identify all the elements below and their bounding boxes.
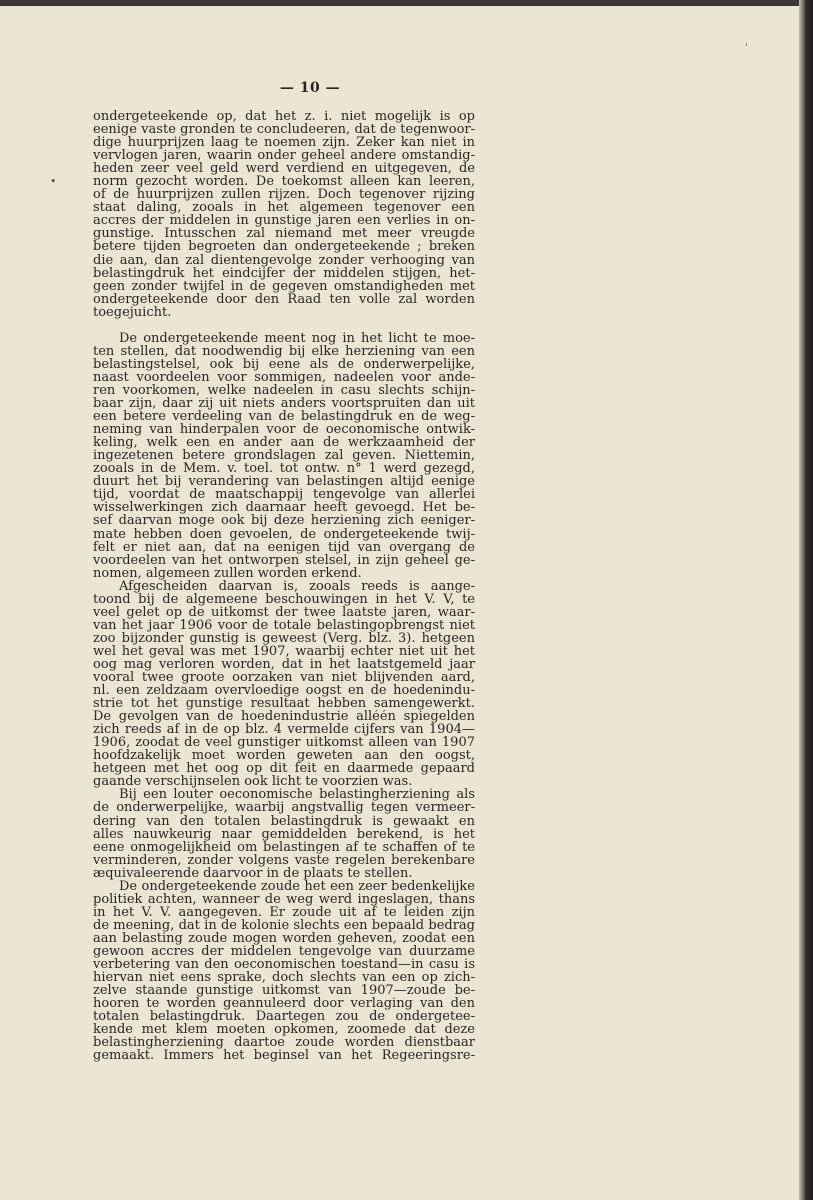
text-line: keling, welk een en ander aan de werkzaamheid der xyxy=(93,436,475,450)
text-line: nomen, algemeen zullen worden erkend. xyxy=(93,566,362,580)
text-line: aan belasting zoude mogen worden geheven, zoodat een xyxy=(93,931,475,945)
text-line: een betere verdeeling van de belastingdruk en de weg- xyxy=(93,410,475,424)
text-line: ondergeteekende op, dat het z. i. niet mogelijk is op xyxy=(93,110,475,124)
text-line: de onderwerpelijke, waarbij angstvallig tegen vermeer- xyxy=(93,801,475,815)
text-line: hoofdzakelijk moet worden geweten aan den oogst, xyxy=(93,749,475,763)
text-line: æquivaleerende daarvoor in de plaats te stellen. xyxy=(93,866,413,880)
text-line: ondergeteekende door den Raad ten volle zal worden xyxy=(93,292,475,306)
page-number: — 10 — xyxy=(279,80,341,96)
text-line: hetgeen met het oog op dit feit en daarmede gepaard xyxy=(93,762,475,776)
text-line: gewoon accres der middelen tengevolge van duurzame xyxy=(93,945,475,959)
text-line: norm gezocht worden. De toekomst alleen kan leeren, xyxy=(93,175,475,189)
text-line: vervlogen jaren, waarin onder geheel andere omstandig- xyxy=(93,149,475,163)
text-line: hooren te worden geannuleerd door verlaging van den xyxy=(93,997,475,1011)
text-line: accres der middelen in gunstige jaren een verlies in on- xyxy=(93,214,475,228)
text-line: betere tijden begroeten dan ondergeteekende ; breken xyxy=(93,240,475,254)
text-line: die aan, dan zal dientengevolge zonder verhooging van xyxy=(93,253,475,267)
text-line: Bij een louter oeconomische belastingherziening als xyxy=(119,788,475,802)
body-text xyxy=(93,110,475,1062)
text-line: van het jaar 1906 voor de totale belastingopbrengst niet xyxy=(93,618,475,632)
text-line: nl. een zeldzaam overvloedige oogst en de hoedenindu- xyxy=(93,684,475,698)
text-line: zich reeds af in de op blz. 4 vermelde cijfers van 1904— xyxy=(93,723,475,737)
margin-speck: • xyxy=(50,175,57,188)
text-line: ren voorkomen, welke nadeelen in casu slechts schijn- xyxy=(93,383,475,398)
text-line: of de huurprijzen zullen rijzen. Doch tegenover rijzing xyxy=(93,188,475,202)
text-line: zooals in de Mem. v. toel. tot ontw. n° 1 werd gezegd, xyxy=(93,462,475,476)
text-line: verminderen, zonder volgens vaste regelen berekenbare xyxy=(93,853,475,867)
text-line: belastingstelsel, ook bij eene als de onderwerpelijke, xyxy=(93,357,475,371)
text-line: naast voordeelen voor sommigen, nadeelen voor ande- xyxy=(93,370,475,384)
text-line: kende met klem moeten opkomen, zoomede dat deze xyxy=(93,1023,475,1037)
text-line: ten stellen, dat noodwendig bij elke herziening van een xyxy=(93,344,475,358)
text-line: alles nauwkeurig naar gemiddelden berekend, is het xyxy=(93,827,475,841)
text-line: de meening, dat in de kolonie slechts een bepaald bedrag xyxy=(93,918,475,932)
text-line: felt er niet aan, dat na eenigen tijd van overgang de xyxy=(93,540,475,554)
text-line: zoo bijzonder gunstig is geweest (Verg. blz. 3). hetgeen xyxy=(93,631,475,645)
text-line: dering van den totalen belastingdruk is gewaakt en xyxy=(93,814,475,828)
text-line: wisselwerkingen zich daarnaar heeft gevoegd. Het be- xyxy=(93,501,475,515)
text-line: 1906, zoodat de veel gunstiger uitkomst alleen van 1907 xyxy=(93,736,475,750)
text-line: totalen belastingdruk. Daartegen zou de ondergetee- xyxy=(93,1010,475,1024)
text-line: hiervan niet eens sprake, doch slechts van een op zich- xyxy=(93,971,475,985)
text-line: geen zonder twijfel in de gegeven omstandigheden met xyxy=(93,279,475,293)
text-line: heden zeer veel geld werd verdiend en uitgegeven, de xyxy=(93,162,475,176)
text-line: tijd, voordat de maatschappij tengevolge van allerlei xyxy=(93,488,475,502)
text-line: vooral twee groote oorzaken van niet blijvenden aard, xyxy=(93,671,475,685)
text-line: in het V. V. aangegeven. Er zoude uit af te leiden zijn xyxy=(93,905,475,919)
text-line: staat daling, zooals in het algemeen tegenover een xyxy=(93,201,475,215)
text-line: toegejuicht. xyxy=(93,305,172,319)
text-line: dige huurprijzen laag te noemen zijn. Zeker kan niet in xyxy=(93,136,475,150)
text-line: duurt het bij verandering van belastingen altijd eenige xyxy=(93,475,475,489)
text-line: wel het geval was met 1907, waarbij echter niet uit het xyxy=(93,644,475,658)
paragraph-gap xyxy=(93,319,475,332)
text-line: politiek achten, wanneer de weg werd ingeslagen, thans xyxy=(93,892,475,906)
text-line: Afgescheiden daarvan is, zooals reeds is aange- xyxy=(119,579,475,593)
text-line: eenige vaste gronden te concludeeren, dat de tegenwoor- xyxy=(93,123,475,137)
text-line: belastingdruk het eindcijfer der middelen stijgen, het- xyxy=(93,266,475,280)
text-line: gaande verschijnselen ook licht te voorzien was. xyxy=(93,775,413,789)
text-line: gunstige. Intusschen zal niemand met meer vreugde xyxy=(93,227,475,241)
text-line: veel gelet op de uitkomst der twee laatste jaren, waar- xyxy=(93,605,475,619)
text-line: belastingherziening daartoe zoude worden dienstbaar xyxy=(93,1036,475,1050)
text-line: toond bij de algemeene beschouwingen in het V. V, te xyxy=(93,592,475,606)
text-line: verbetering van den oeconomischen toestand—in casu is xyxy=(93,958,475,972)
margin-speck: ˈ xyxy=(745,42,749,55)
text-line: voordeelen van het ontworpen stelsel, in zijn geheel ge- xyxy=(93,553,475,567)
document-page xyxy=(0,6,799,1200)
text-line: neming van hinderpalen voor de oeconomische ontwik- xyxy=(93,423,475,437)
text-line: ingezetenen betere grondslagen zal geven. Niettemin, xyxy=(93,449,475,463)
text-line: zelve staande gunstige uitkomst van 1907—zoude be- xyxy=(93,984,475,998)
text-line: strie tot het gunstige resultaat hebben samengewerkt. xyxy=(93,697,475,711)
text-line: De ondergeteekende zoude het een zeer bedenkelijke xyxy=(119,879,475,893)
text-line: eene onmogelijkheid om belastingen af te schaffen of te xyxy=(93,840,475,854)
text-line: mate hebben doen gevoelen, de ondergeteekende twij- xyxy=(93,527,475,541)
scan-right-edge xyxy=(799,0,813,1200)
text-line: De ondergeteekende meent nog in het licht te moe- xyxy=(119,331,475,345)
text-line: baar zijn, daar zij uit niets anders voortspruiten dan uit xyxy=(93,397,475,411)
text-line: gemaakt. Immers het beginsel van het Regeeringsre- xyxy=(93,1049,475,1063)
text-line: De gevolgen van de hoedenindustrie alléén spiegelden xyxy=(93,710,475,724)
text-line: oog mag verloren worden, dat in het laatstgemeld jaar xyxy=(93,657,475,672)
text-line: sef daarvan moge ook bij deze herziening zich eeniger- xyxy=(93,514,475,528)
